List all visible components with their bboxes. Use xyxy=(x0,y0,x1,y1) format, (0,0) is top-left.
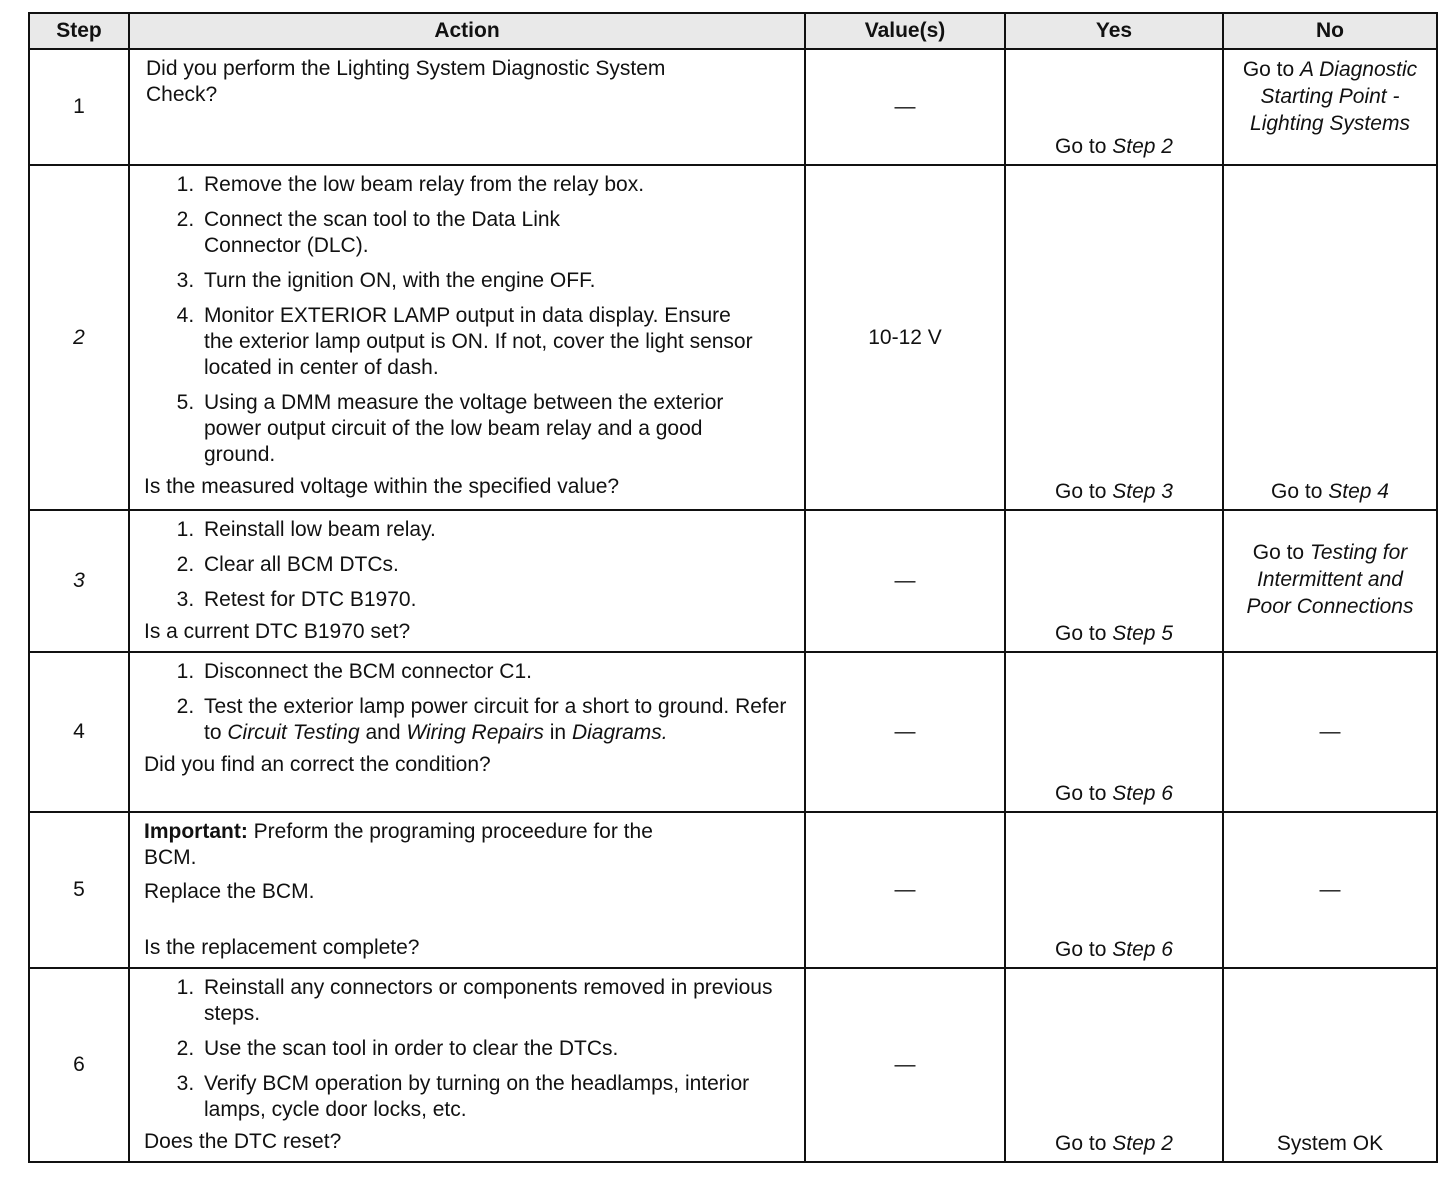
list-item: 3. Retest for DTC B1970. xyxy=(200,587,794,613)
list-item: 5. Using a DMM measure the voltage between the exterior power output circuit of the low beam relay and a good ground. xyxy=(200,390,764,468)
table-row xyxy=(29,968,1437,1162)
list-item: 1. Disconnect the BCM connector C1. xyxy=(200,659,798,685)
action-steps xyxy=(144,975,784,1123)
action-question: Is the replacement complete? xyxy=(144,936,420,959)
table-row xyxy=(29,812,1437,968)
list-item: 3. Verify BCM operation by turning on the headlamps, interior lamps, cycle door locks, etc. xyxy=(200,1071,784,1123)
no-cell: System OK xyxy=(1223,968,1437,1162)
important-note: Important: Preform the programing proceedure for the BCM. xyxy=(144,820,653,869)
list-item: 2. Use the scan tool in order to clear the DTCs. xyxy=(200,1036,784,1062)
action-cell xyxy=(129,165,805,510)
table-row xyxy=(29,49,1437,165)
header-row xyxy=(29,13,1437,49)
action-question: Did you perform the Lighting System Diagnostic System Check? xyxy=(146,57,666,106)
yes-cell: Go to Step 2 xyxy=(1005,49,1223,165)
table-row xyxy=(29,165,1437,510)
no-step-ref: Step 4 xyxy=(1328,480,1389,503)
action-question: Did you find an correct the condition? xyxy=(144,753,491,776)
step-number: 3 xyxy=(29,510,129,652)
step-number: 4 xyxy=(29,652,129,812)
table-row xyxy=(29,510,1437,652)
header-values: Value(s) xyxy=(805,13,1005,49)
action-cell xyxy=(129,49,805,165)
table-row xyxy=(29,652,1437,812)
action-question: Is the measured voltage within the specified value? xyxy=(144,475,620,498)
step-number: 6 xyxy=(29,968,129,1162)
step-number: 2 xyxy=(29,165,129,510)
action-instruction: Replace the BCM. xyxy=(144,880,315,903)
action-cell xyxy=(129,968,805,1162)
action-steps xyxy=(144,517,794,613)
value-cell: — xyxy=(805,652,1005,812)
no-cell: Go to A Diagnostic Starting Point - Lighting Systems xyxy=(1223,49,1437,165)
value-cell: — xyxy=(805,510,1005,652)
value-cell: — xyxy=(805,968,1005,1162)
yes-step-ref: Step 2 xyxy=(1112,1132,1173,1155)
header-action: Action xyxy=(129,13,805,49)
important-label: Important: xyxy=(144,820,248,843)
action-question: Does the DTC reset? xyxy=(144,1130,342,1153)
list-item: 1. Reinstall any connectors or components removed in previous steps. xyxy=(200,975,784,1027)
step-number: 5 xyxy=(29,812,129,968)
no-cell: Go to Step 4 xyxy=(1223,165,1437,510)
action-question: Is a current DTC B1970 set? xyxy=(144,620,411,643)
no-cell: Go to Testing for Intermittent and Poor Connections xyxy=(1223,510,1437,652)
header-no: No xyxy=(1223,13,1437,49)
step-number: 1 xyxy=(29,49,129,165)
yes-step-ref: Step 2 xyxy=(1112,135,1173,158)
no-step-ref: Testing for Intermittent and Poor Connections xyxy=(1246,541,1414,618)
action-cell xyxy=(129,652,805,812)
list-item: 2. Test the exterior lamp power circuit for a short to ground. Refer to Circuit Testing and Wiring Repairs in Diagrams. xyxy=(200,694,798,746)
list-item: 2. Connect the scan tool to the Data Link Connector (DLC). xyxy=(200,207,764,259)
no-cell: — xyxy=(1223,652,1437,812)
action-cell xyxy=(129,510,805,652)
yes-step-ref: Step 6 xyxy=(1112,782,1173,805)
yes-step-ref: Step 5 xyxy=(1112,622,1173,645)
action-steps xyxy=(144,172,764,468)
ref-wiring-repairs[interactable]: Wiring Repairs xyxy=(406,721,544,744)
value-cell: — xyxy=(805,49,1005,165)
list-item: 3. Turn the ignition ON, with the engine OFF. xyxy=(200,268,764,294)
action-steps xyxy=(144,659,798,746)
ref-circuit-testing[interactable]: Circuit Testing xyxy=(227,721,360,744)
yes-cell: Go to Step 3 xyxy=(1005,165,1223,510)
header-step: Step xyxy=(29,13,129,49)
yes-cell: Go to Step 6 xyxy=(1005,652,1223,812)
yes-cell: Go to Step 5 xyxy=(1005,510,1223,652)
ref-diagrams[interactable]: Diagrams. xyxy=(571,721,668,744)
yes-cell: Go to Step 2 xyxy=(1005,968,1223,1162)
list-item: 1. Reinstall low beam relay. xyxy=(200,517,794,543)
yes-step-ref: Step 6 xyxy=(1112,938,1173,961)
list-item: 4. Monitor EXTERIOR LAMP output in data display. Ensure the exterior lamp output is ON. If not, cover the light sensor located in center of dash. xyxy=(200,303,764,381)
yes-cell: Go to Step 6 xyxy=(1005,812,1223,968)
no-cell: — xyxy=(1223,812,1437,968)
list-item: 1. Remove the low beam relay from the relay box. xyxy=(200,172,764,198)
yes-step-ref: Step 3 xyxy=(1112,480,1173,503)
value-cell: 10-12 V xyxy=(805,165,1005,510)
value-cell: — xyxy=(805,812,1005,968)
action-cell xyxy=(129,812,805,968)
header-yes: Yes xyxy=(1005,13,1223,49)
no-step-ref: A Diagnostic Starting Point - Lighting Systems xyxy=(1250,58,1418,135)
list-item: 2. Clear all BCM DTCs. xyxy=(200,552,794,578)
diagnostic-table xyxy=(28,12,1438,1163)
